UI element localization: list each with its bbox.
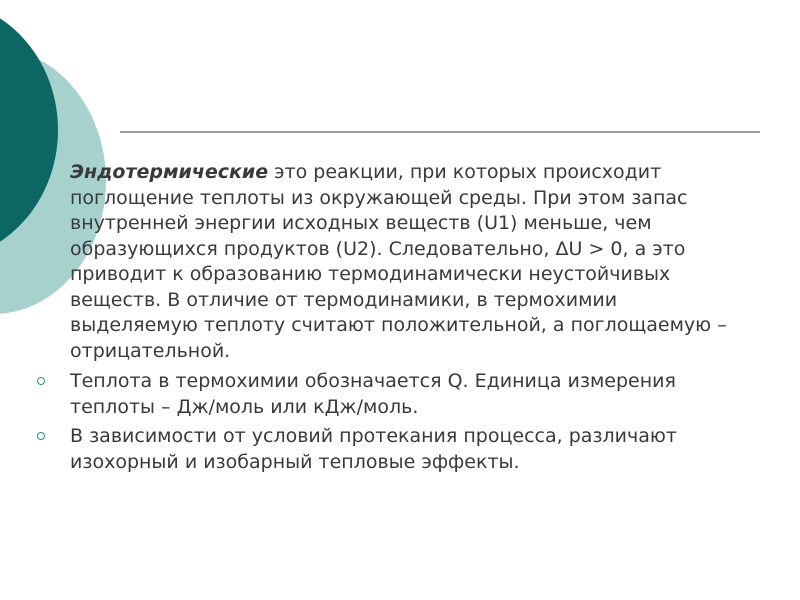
intro-term: Эндотермические (70, 161, 269, 183)
intro-text: это реакции, при которых происходит поглощение теплоты из окружающей среды. При этом запас внутренней энергии исходных веществ (U1) меньше, чем образующихся продуктов (U2). Следовательно, ΔU > 0, а это приводит к образованию термодинамически неустойчивых веществ. В отличие от термодинамики, в термохимии выделяемую теплоту считают положительной, а поглощаемую – отрицательной. (70, 161, 727, 362)
bullet-text: В зависимости от условий протекания процесса, различают изохорный и изобарный тепловые эффекты. (70, 425, 677, 473)
slide-body (40, 160, 740, 479)
bullet-text: Теплота в термохимии обозначается Q. Единица измерения теплоты – Дж/моль или кДж/моль. (70, 370, 676, 418)
circle-bullet-icon (37, 432, 45, 440)
title-divider (120, 131, 760, 133)
bullet-item (40, 424, 740, 475)
intro-paragraph (40, 160, 740, 364)
circle-bullet-icon (37, 377, 45, 385)
bullet-item (40, 369, 740, 420)
